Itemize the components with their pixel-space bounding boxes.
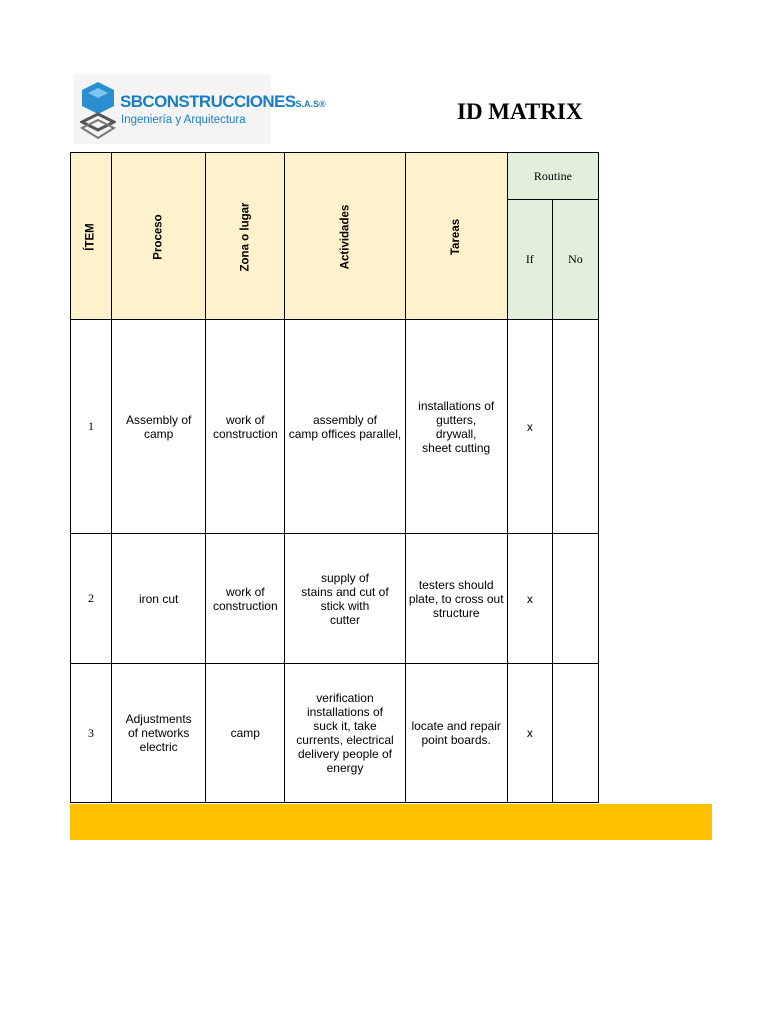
cell-proceso — [112, 320, 206, 534]
header-proceso: Proceso — [112, 153, 206, 320]
header-if: If — [507, 200, 552, 320]
table-row — [71, 534, 599, 664]
cell-line: locate and repair — [411, 719, 501, 733]
cell-item: 3 — [71, 664, 112, 803]
logo-brand-text: SBCONSTRUCCIONES — [120, 92, 296, 111]
header-item: ÍTEM — [71, 153, 112, 320]
cell-no — [552, 534, 598, 664]
company-logo — [74, 74, 326, 144]
cell-line: structure — [432, 605, 480, 620]
cell-line: sheet cutting — [422, 440, 491, 455]
footer-highlight-bar — [70, 804, 712, 840]
cell-line: electric — [139, 740, 178, 754]
cell-actividades — [285, 320, 405, 534]
cell-line: point boards. — [421, 733, 491, 747]
header-zona: Zona o lugar — [206, 153, 285, 320]
logo-cube-icon — [80, 80, 116, 140]
cell-if: x — [507, 534, 552, 664]
cell-line: construction — [212, 598, 278, 613]
cell-line: currents, electrical — [296, 733, 394, 747]
cell-line: construction — [212, 426, 278, 441]
cell-line: plate, to cross out — [408, 591, 504, 606]
cell-if: x — [507, 664, 552, 803]
cell-line: installations of — [306, 705, 383, 719]
header-actividades: Actividades — [285, 153, 405, 320]
cell-line: delivery people of — [297, 747, 393, 761]
cell-actividades — [285, 534, 405, 664]
id-matrix-table — [70, 152, 599, 803]
cell-line: installations of — [418, 398, 495, 413]
table-row — [71, 664, 599, 803]
cell-line: drywall, — [435, 426, 477, 441]
cell-line: suck it, take — [313, 719, 377, 733]
header-no: No — [552, 200, 598, 320]
page-title: ID MATRIX — [457, 99, 583, 124]
cell-zona — [206, 534, 285, 664]
cell-line: iron cut — [138, 591, 179, 606]
cell-line: supply of — [320, 570, 369, 585]
cell-line: energy — [326, 761, 364, 775]
logo-tagline: Ingeniería y Arquitectura — [121, 114, 246, 126]
cell-zona — [206, 664, 285, 803]
cell-line: assembly of — [312, 412, 377, 427]
cell-line: Adjustments — [125, 712, 192, 726]
header-tareas: Tareas — [405, 153, 507, 320]
cell-if: x — [507, 320, 552, 534]
table-row — [71, 320, 599, 534]
cell-no — [552, 664, 598, 803]
cell-line: gutters, — [436, 412, 477, 427]
cell-tareas — [405, 320, 507, 534]
logo-brand-suffix: S.A.S® — [295, 99, 326, 109]
header-routine: Routine — [507, 153, 598, 200]
cell-line: of networks — [127, 726, 190, 740]
cell-line: work of — [225, 412, 265, 427]
cell-tareas — [405, 664, 507, 803]
cell-line: camp — [230, 726, 260, 740]
cell-line: verification — [316, 691, 374, 705]
cell-zona — [206, 320, 285, 534]
cell-line: stick with — [320, 598, 370, 613]
cell-line: camp offices parallel, — [288, 426, 402, 441]
cell-line: work of — [225, 584, 265, 599]
cell-item: 2 — [71, 534, 112, 664]
cell-line: cutter — [329, 612, 360, 627]
cell-tareas — [405, 534, 507, 664]
cell-line: Assembly of — [125, 412, 192, 427]
cell-proceso — [112, 534, 206, 664]
cell-actividades — [285, 664, 405, 803]
cell-proceso — [112, 664, 206, 803]
cell-item: 1 — [71, 320, 112, 534]
cell-line: stains and cut of — [301, 584, 389, 599]
cell-line: testers should — [418, 577, 494, 592]
cell-no — [552, 320, 598, 534]
cell-line: camp — [143, 426, 174, 441]
